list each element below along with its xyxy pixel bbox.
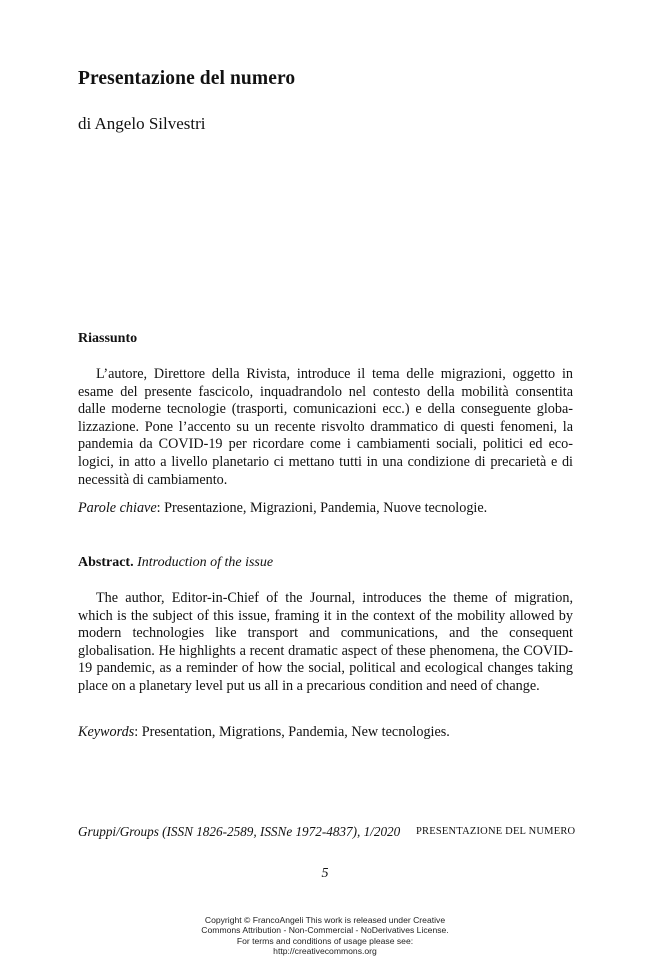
italian-keywords-label: Parole chiave [78,500,157,516]
journal-citation: Gruppi/Groups (ISSN 1826-2589, ISSNe 1972-4837), 1/2020 [78,824,401,839]
italian-keywords-text: : Presentazione, Migrazioni, Pandemia, Nuove tecnologie. [156,500,488,516]
riassunto-body: L’autore, Direttore della Rivista, introduce il tema delle migrazioni, oggetto in esame del presente fascicolo, inquadrandolo nel contesto della mobilità consentita dalle moderne tecnologie (trasporti, comunicazioni ecc.) e della conseguente globa-lizzazione. Pone l’accento su un recente risvolto drammatico di questi fenomeni, la pandemia da COVID-19 per ricordare come i cambiamenti sociali, politici ed eco-logici, in atto a livello planetario ci mettano tutti in una condizione di precarietà e di necessità di cambiamento. [78,366,573,488]
abstract-heading [78,555,273,571]
article-title: Presentazione del numero [78,68,296,89]
abstract-heading-bold: Abstract. [78,555,134,570]
abstract-body: The author, Editor-in-Chief of the Journal, introduces the theme of migration, which is the subject of this issue, framing it in the context of the mobility allowed by modern technologies like transport and communications, and the consequent globalisation. He highlights a recent dramatic aspect of these phenomena, the COVID-19 pandemic, as a reminder of how the social, political and ecological changes taking place on a planetary level put us all in a precarious condition and need of change. [78,590,573,694]
license-notice [0,915,650,957]
license-link[interactable]: http://creativecommons.org [273,946,377,957]
italian-keywords [78,500,578,518]
riassunto-heading [78,331,137,347]
english-keywords-text: : Presentation, Migrations, Pandemia, New tecnologies. [134,724,450,740]
running-head: PRESENTAZIONE DEL NUMERO [416,826,576,837]
abstract-heading-subtitle: Introduction of the issue [137,555,274,570]
riassunto-heading-text: Riassunto [78,331,138,346]
page-number: 5 [321,866,329,881]
english-keywords-label: Keywords [78,724,135,740]
english-keywords [78,724,578,742]
license-line: For terms and conditions of usage please see: [236,935,414,946]
license-line: Commons Attribution - Non-Commercial - NoDerivatives License. [201,925,449,936]
article-author: di Angelo Silvestri [78,114,206,133]
license-line: Copyright © FrancoAngeli This work is released under Creative [204,915,446,925]
